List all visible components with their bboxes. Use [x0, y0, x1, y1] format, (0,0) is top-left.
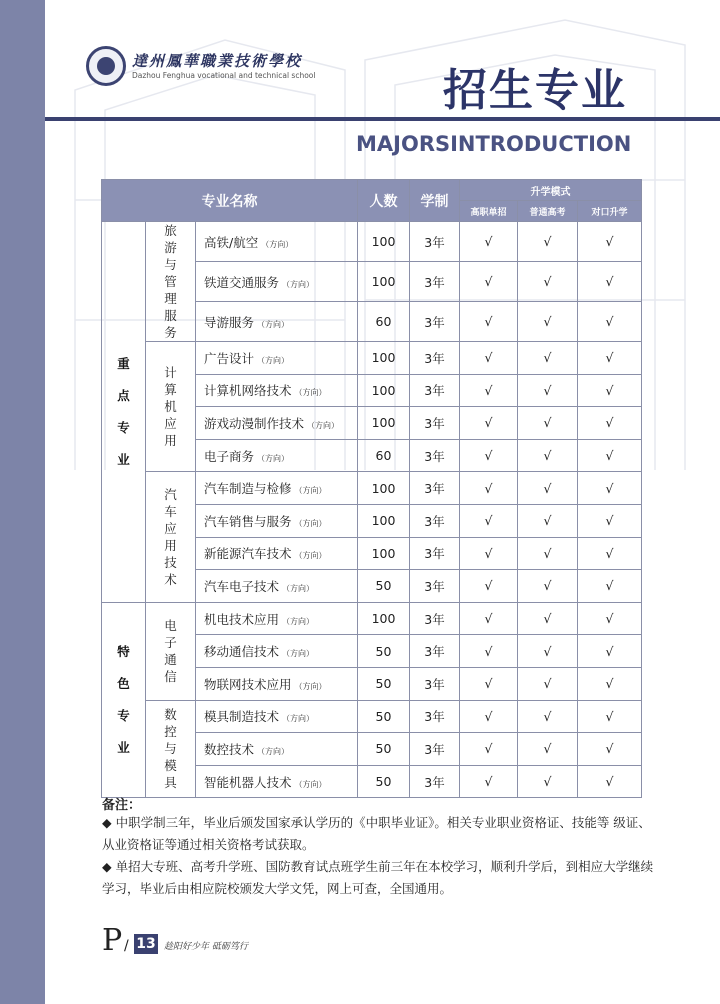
table-row: [102, 700, 642, 733]
count-cell: 100: [358, 342, 410, 375]
check-mark: √: [460, 537, 518, 570]
check-mark: √: [578, 342, 642, 375]
direction-label: （方向）: [294, 681, 327, 691]
logo-emblem-icon: [97, 57, 115, 75]
major-name: 物联网技术应用: [204, 676, 292, 692]
check-mark: √: [518, 407, 578, 440]
table-row: [102, 342, 642, 375]
check-mark: √: [578, 635, 642, 668]
header-mode-sub: 普通高考: [518, 201, 578, 222]
direction-label: （方向）: [307, 420, 340, 430]
years-cell: 3年: [410, 342, 460, 375]
major-name: 广告设计: [204, 350, 255, 366]
check-mark: √: [460, 439, 518, 472]
major-name: 导游服务: [204, 314, 255, 330]
years-cell: 3年: [410, 700, 460, 733]
direction-label: （方向）: [282, 714, 315, 724]
note-item: ◆ 中职学制三年，毕业后颁发国家承认学历的《中职毕业证》。相关专业职业资格证、技能等 级证、从业资格证等通过相关资格考试获取。: [102, 815, 651, 852]
count-cell: 100: [358, 504, 410, 537]
check-mark: √: [578, 700, 642, 733]
major-name: 汽车销售与服务: [204, 513, 292, 529]
count-cell: 100: [358, 262, 410, 302]
check-mark: √: [518, 472, 578, 505]
check-mark: √: [518, 262, 578, 302]
count-cell: 100: [358, 222, 410, 262]
check-mark: √: [578, 602, 642, 635]
major-name: 移动通信技术: [204, 644, 280, 660]
count-cell: 60: [358, 302, 410, 342]
years-cell: 3年: [410, 222, 460, 262]
check-mark: √: [578, 472, 642, 505]
count-cell: 50: [358, 733, 410, 766]
check-mark: √: [578, 302, 642, 342]
group-cell: 数 控 与 模 具: [146, 700, 196, 798]
check-mark: √: [518, 504, 578, 537]
years-cell: 3年: [410, 407, 460, 440]
years-cell: 3年: [410, 570, 460, 603]
major-name: 汽车制造与检修: [204, 481, 292, 497]
years-cell: 3年: [410, 439, 460, 472]
check-mark: √: [518, 602, 578, 635]
direction-label: （方向）: [261, 239, 294, 249]
major-name: 机电技术应用: [204, 611, 280, 627]
check-mark: √: [578, 570, 642, 603]
check-mark: √: [578, 439, 642, 472]
years-cell: 3年: [410, 602, 460, 635]
group-cell: 计 算 机 应 用: [146, 342, 196, 472]
title-rule-right: [665, 117, 720, 121]
footer-slogan: 趁阳好少年 砥砺笃行: [164, 942, 248, 952]
group-cell: 旅 游 与 管 理 服 务: [146, 222, 196, 342]
count-cell: 100: [358, 602, 410, 635]
direction-label: （方向）: [282, 649, 315, 659]
check-mark: √: [518, 700, 578, 733]
header-count: 人数: [358, 180, 410, 222]
check-mark: √: [460, 262, 518, 302]
check-mark: √: [578, 667, 642, 700]
page-slash: /: [124, 938, 129, 954]
major-name-cell: [196, 407, 358, 440]
school-name-cn: 達州鳳華職業技術學校: [132, 52, 303, 70]
check-mark: √: [518, 570, 578, 603]
table-row: [102, 472, 642, 505]
major-name-cell: [196, 342, 358, 375]
years-cell: 3年: [410, 504, 460, 537]
count-cell: 50: [358, 700, 410, 733]
check-mark: √: [460, 602, 518, 635]
direction-label: （方向）: [294, 779, 327, 789]
check-mark: √: [578, 765, 642, 798]
major-name: 游戏动漫制作技术: [204, 415, 305, 431]
major-name-cell: [196, 504, 358, 537]
majors-table: [101, 179, 642, 798]
school-name-en: Dazhou Fenghua vocational and technical school: [132, 71, 316, 80]
check-mark: √: [518, 439, 578, 472]
major-name-cell: [196, 700, 358, 733]
direction-label: （方向）: [257, 355, 290, 365]
years-cell: 3年: [410, 472, 460, 505]
header-mode-sub: 高职单招: [460, 201, 518, 222]
notes-title: 备注：: [102, 798, 142, 813]
check-mark: √: [518, 537, 578, 570]
major-name-cell: [196, 302, 358, 342]
direction-label: （方向）: [257, 746, 290, 756]
major-name: 新能源汽车技术: [204, 546, 292, 562]
check-mark: √: [460, 570, 518, 603]
count-cell: 60: [358, 439, 410, 472]
major-name-cell: [196, 537, 358, 570]
years-cell: 3年: [410, 537, 460, 570]
category-cell: 重 点 专 业: [102, 222, 146, 603]
years-cell: 3年: [410, 302, 460, 342]
direction-label: （方向）: [282, 279, 315, 289]
years-cell: 3年: [410, 667, 460, 700]
major-name-cell: [196, 635, 358, 668]
years-cell: 3年: [410, 733, 460, 766]
header-mode-sub: 对口升学: [578, 201, 642, 222]
count-cell: 50: [358, 635, 410, 668]
check-mark: √: [518, 374, 578, 407]
years-cell: 3年: [410, 765, 460, 798]
major-name-cell: [196, 570, 358, 603]
major-name-cell: [196, 222, 358, 262]
check-mark: √: [460, 342, 518, 375]
major-name-cell: [196, 765, 358, 798]
major-name-cell: [196, 472, 358, 505]
count-cell: 50: [358, 570, 410, 603]
major-name: 计算机网络技术: [204, 383, 292, 399]
check-mark: √: [518, 635, 578, 668]
major-name-cell: [196, 602, 358, 635]
check-mark: √: [460, 374, 518, 407]
category-cell: 特 色 专 业: [102, 602, 146, 798]
major-name: 智能机器人技术: [204, 774, 292, 790]
major-name: 汽车电子技术: [204, 578, 280, 594]
check-mark: √: [578, 374, 642, 407]
page-number: 13: [134, 934, 158, 954]
check-mark: √: [460, 765, 518, 798]
direction-label: （方向）: [257, 319, 290, 329]
check-mark: √: [578, 733, 642, 766]
check-mark: √: [578, 537, 642, 570]
table-row: [102, 602, 642, 635]
major-name-cell: [196, 374, 358, 407]
major-name: 高铁/航空: [204, 234, 259, 250]
check-mark: √: [460, 222, 518, 262]
count-cell: 100: [358, 537, 410, 570]
major-name-cell: [196, 439, 358, 472]
direction-label: （方向）: [294, 388, 327, 398]
count-cell: 100: [358, 407, 410, 440]
note-item: ◆ 单招大专班、高考升学班、国防教育试点班学生前三年在本校学习，顺利升学后，到相应大学继续学习，毕业后由相应院校颁发大学文凭，网上可查，全国通用。: [102, 859, 654, 896]
check-mark: √: [518, 222, 578, 262]
group-cell: 汽 车 应 用 技 术: [146, 472, 196, 602]
check-mark: √: [460, 733, 518, 766]
check-mark: √: [460, 302, 518, 342]
years-cell: 3年: [410, 374, 460, 407]
check-mark: √: [518, 302, 578, 342]
direction-label: （方向）: [282, 616, 315, 626]
direction-label: （方向）: [282, 583, 315, 593]
page-title: 招生专业: [443, 65, 627, 116]
check-mark: √: [460, 472, 518, 505]
table-row: [102, 222, 642, 262]
major-name: 模具制造技术: [204, 709, 280, 725]
header-major: 专业名称: [102, 180, 358, 222]
count-cell: 50: [358, 667, 410, 700]
major-name: 铁道交通服务: [204, 274, 280, 290]
check-mark: √: [578, 222, 642, 262]
check-mark: √: [460, 700, 518, 733]
page-subtitle: MAJORSINTRODUCTION: [356, 132, 632, 156]
check-mark: √: [518, 765, 578, 798]
count-cell: 100: [358, 472, 410, 505]
header-mode: 升学模式: [460, 180, 642, 201]
direction-label: （方向）: [294, 518, 327, 528]
major-name-cell: [196, 667, 358, 700]
direction-label: （方向）: [294, 486, 327, 496]
page-letter: P: [102, 923, 123, 958]
years-cell: 3年: [410, 262, 460, 302]
direction-label: （方向）: [257, 453, 290, 463]
major-name: 电子商务: [204, 448, 255, 464]
major-name: 数控技术: [204, 741, 255, 757]
title-rule: [45, 117, 665, 121]
check-mark: √: [460, 667, 518, 700]
group-cell: 电 子 通 信: [146, 602, 196, 700]
side-band: [0, 0, 45, 1004]
check-mark: √: [518, 667, 578, 700]
check-mark: √: [578, 504, 642, 537]
check-mark: √: [460, 504, 518, 537]
count-cell: 100: [358, 374, 410, 407]
check-mark: √: [460, 407, 518, 440]
school-logo: [86, 46, 126, 86]
header-years: 学制: [410, 180, 460, 222]
count-cell: 50: [358, 765, 410, 798]
major-name-cell: [196, 733, 358, 766]
years-cell: 3年: [410, 635, 460, 668]
check-mark: √: [518, 342, 578, 375]
table-body: [102, 222, 642, 798]
check-mark: √: [460, 635, 518, 668]
check-mark: √: [578, 262, 642, 302]
major-name-cell: [196, 262, 358, 302]
direction-label: （方向）: [294, 551, 327, 561]
check-mark: √: [578, 407, 642, 440]
check-mark: √: [518, 733, 578, 766]
